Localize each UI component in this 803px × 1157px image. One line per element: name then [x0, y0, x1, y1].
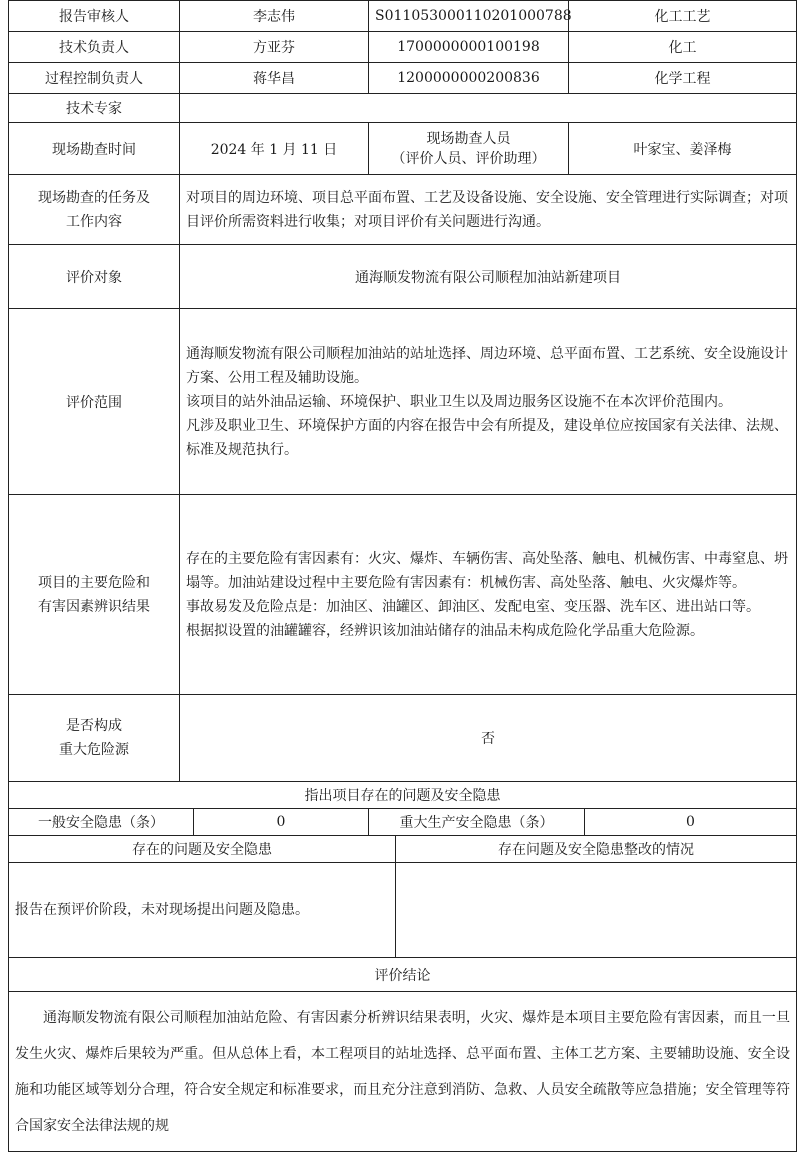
issues-header: 指出项目存在的问题及安全隐患 [9, 782, 797, 809]
scope-paragraph: 该项目的站外油品运输、环境保护、职业卫生以及周边服务区设施不在本次评价范围内。 [186, 393, 732, 410]
staff-row-process-control [9, 63, 797, 94]
cert-cell: 1200000000200836 [369, 63, 569, 94]
major-hazard-label-line2: 重大危险源 [59, 742, 129, 758]
tech-expert-label: 技术专家 [9, 94, 180, 123]
task-content: 对项目的周边环境、项目总平面布置、工艺及设备设施、安全设施、安全管理进行实际调查；对项目评价所需资料进行收集；对项目评价有关问题进行沟通。 [180, 175, 797, 245]
major-cell: 化学工程 [569, 63, 797, 94]
cert-cell: S011053000110201000788 [369, 1, 569, 32]
role-cell: 过程控制负责人 [9, 63, 180, 94]
hazard-paragraph: 根据拟设置的油罐罐容，经辨识该加油站储存的油品未构成危险化学品重大危险源。 [186, 622, 704, 639]
problems-column-header: 存在的问题及安全隐患 [9, 836, 396, 863]
issues-columns-row [9, 836, 797, 863]
task-label [9, 175, 180, 245]
major-hazard-label [9, 695, 180, 782]
problems-text: 报告在预评价阶段，未对现场提出问题及隐患。 [9, 863, 396, 958]
conclusion-row [9, 992, 797, 1152]
major-hazard-count-label: 重大生产安全隐患（条） [369, 809, 585, 836]
survey-staff-label-line2: （评价人员、评价助理） [391, 150, 546, 167]
role-cell: 报告审核人 [9, 1, 180, 32]
major-hazard-count: 0 [585, 809, 797, 836]
task-row [9, 175, 797, 245]
object-row [9, 245, 797, 309]
hazard-content [180, 495, 797, 695]
hazard-row [9, 495, 797, 695]
conclusion-header-row [9, 958, 797, 992]
hazard-label-line2: 有害因素辨识结果 [38, 598, 150, 615]
scope-paragraph: 通海顺发物流有限公司顺程加油站的站址选择、周边环境、总平面布置、工艺系统、安全设施设计方案、公用工程及辅助设施。 [186, 345, 788, 386]
hazard-label [9, 495, 180, 695]
object-label: 评价对象 [9, 245, 180, 309]
evaluation-table [8, 0, 797, 1152]
survey-staff-value: 叶家宝、姜泽梅 [569, 123, 797, 175]
scope-label: 评价范围 [9, 309, 180, 495]
staff-row-tech-lead [9, 32, 797, 63]
major-hazard-value: 否 [180, 695, 797, 782]
general-hazard-count: 0 [194, 809, 369, 836]
major-cell: 化工工艺 [569, 1, 797, 32]
role-cell: 技术负责人 [9, 32, 180, 63]
name-cell: 蒋华昌 [180, 63, 369, 94]
scope-row [9, 309, 797, 495]
tech-expert-row [9, 94, 797, 123]
rectify-text [396, 863, 797, 958]
general-hazard-label: 一般安全隐患（条） [9, 809, 194, 836]
conclusion-header: 评价结论 [9, 958, 797, 992]
scope-paragraph: 凡涉及职业卫生、环境保护方面的内容在报告中会有所提及，建设单位应按国家有关法律、法规、标准及规范执行。 [186, 417, 788, 458]
major-hazard-label-line1: 是否构成 [66, 718, 122, 734]
name-cell: 方亚芬 [180, 32, 369, 63]
major-cell: 化工 [569, 32, 797, 63]
major-hazard-row [9, 695, 797, 782]
survey-staff-label [369, 123, 569, 175]
task-label-line2: 工作内容 [66, 213, 122, 230]
survey-staff-label-line1: 现场勘查人员 [426, 130, 511, 147]
issues-header-row [9, 782, 797, 809]
issues-content-row [9, 863, 797, 958]
cert-cell: 1700000000100198 [369, 32, 569, 63]
hazard-label-line1: 项目的主要危险和 [38, 574, 150, 591]
hazard-paragraph: 事故易发及危险点是：加油区、油罐区、卸油区、发配电室、变压器、洗车区、进出站口等。 [186, 598, 760, 615]
tech-expert-value [180, 94, 797, 123]
staff-row-reviewer [9, 1, 797, 32]
rectify-column-header: 存在问题及安全隐患整改的情况 [396, 836, 797, 863]
survey-row [9, 123, 797, 175]
scope-content [180, 309, 797, 495]
task-label-line1: 现场勘查的任务及 [38, 189, 150, 206]
conclusion-text: 通海顺发物流有限公司顺程加油站危险、有害因素分析辨识结果表明，火灾、爆炸是本项目主要危险有害因素，而且一旦发生火灾、爆炸后果较为严重。但从总体上看，本工程项目的站址选择、总平面布置、主体工艺方案、主要辅助设施、安全设施和功能区域等划分合理，符合安全规定和标准要求，而且充分注意到消防、急救、人员安全疏散等应急措施；安全管理等符合国家安全法律法规的规 [9, 992, 797, 1152]
survey-time-value: 2024 年 1 月 11 日 [180, 123, 369, 175]
object-value: 通海顺发物流有限公司顺程加油站新建项目 [180, 245, 797, 309]
issues-count-row [9, 809, 797, 836]
survey-time-label: 现场勘查时间 [9, 123, 180, 175]
hazard-paragraph: 存在的主要危险有害因素有：火灾、爆炸、车辆伤害、高处坠落、触电、机械伤害、中毒窒息、坍塌等。加油站建设过程中主要危险有害因素有：机械伤害、高处坠落、触电、火灾爆炸等。 [186, 550, 788, 591]
name-cell: 李志伟 [180, 1, 369, 32]
